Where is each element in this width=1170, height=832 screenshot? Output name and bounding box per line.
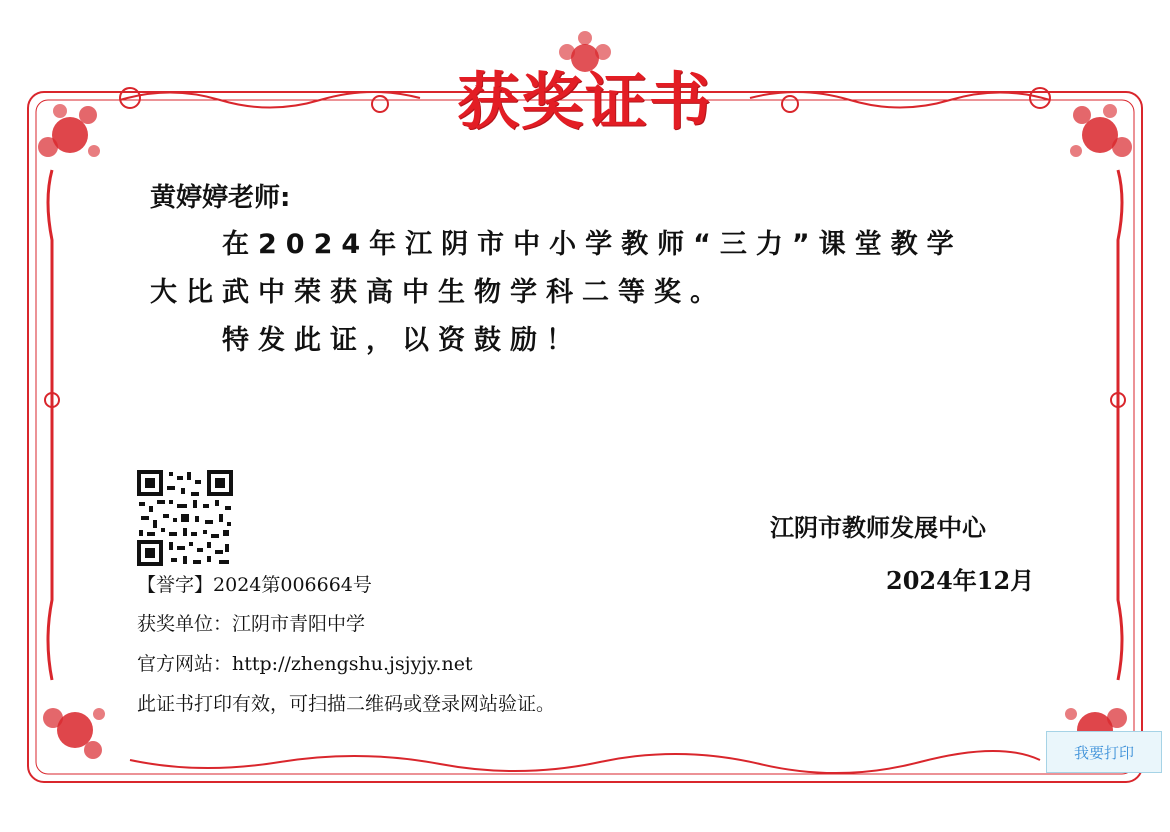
recipient-name: 黄婷婷老师: [150, 183, 291, 213]
official-website-link[interactable]: http://zhengshu.jsjyjy.net [232, 653, 473, 675]
certificate-number-value: 2024第006664号 [213, 574, 372, 596]
award-unit-value: 江阴市青阳中学 [232, 613, 366, 635]
certificate-number-label: 【誉字】 [137, 574, 214, 596]
award-text-line-2: 大比武中荣获高中生物学科二等奖。 [150, 277, 726, 308]
official-website [137, 650, 473, 678]
qr-code-icon [137, 470, 233, 566]
issue-date: 2024年12月 [886, 566, 1035, 595]
print-button[interactable]: 我要打印 [1046, 731, 1162, 773]
award-unit-label: 获奖单位： [137, 613, 233, 635]
official-website-label: 官方网站： [137, 653, 233, 675]
award-text-line-1: 在2024年江阴市中小学教师“三力”课堂教学 [222, 229, 963, 260]
award-unit [137, 610, 365, 638]
certificate-number [137, 571, 372, 599]
verification-note: 此证书打印有效，可扫描二维码或登录网站验证。 [137, 693, 556, 715]
issuer-name: 江阴市教师发展中心 [770, 514, 986, 542]
award-text-line-3: 特发此证，以资鼓励！ [222, 325, 582, 356]
certificate-title: 获奖证书 [456, 65, 713, 138]
